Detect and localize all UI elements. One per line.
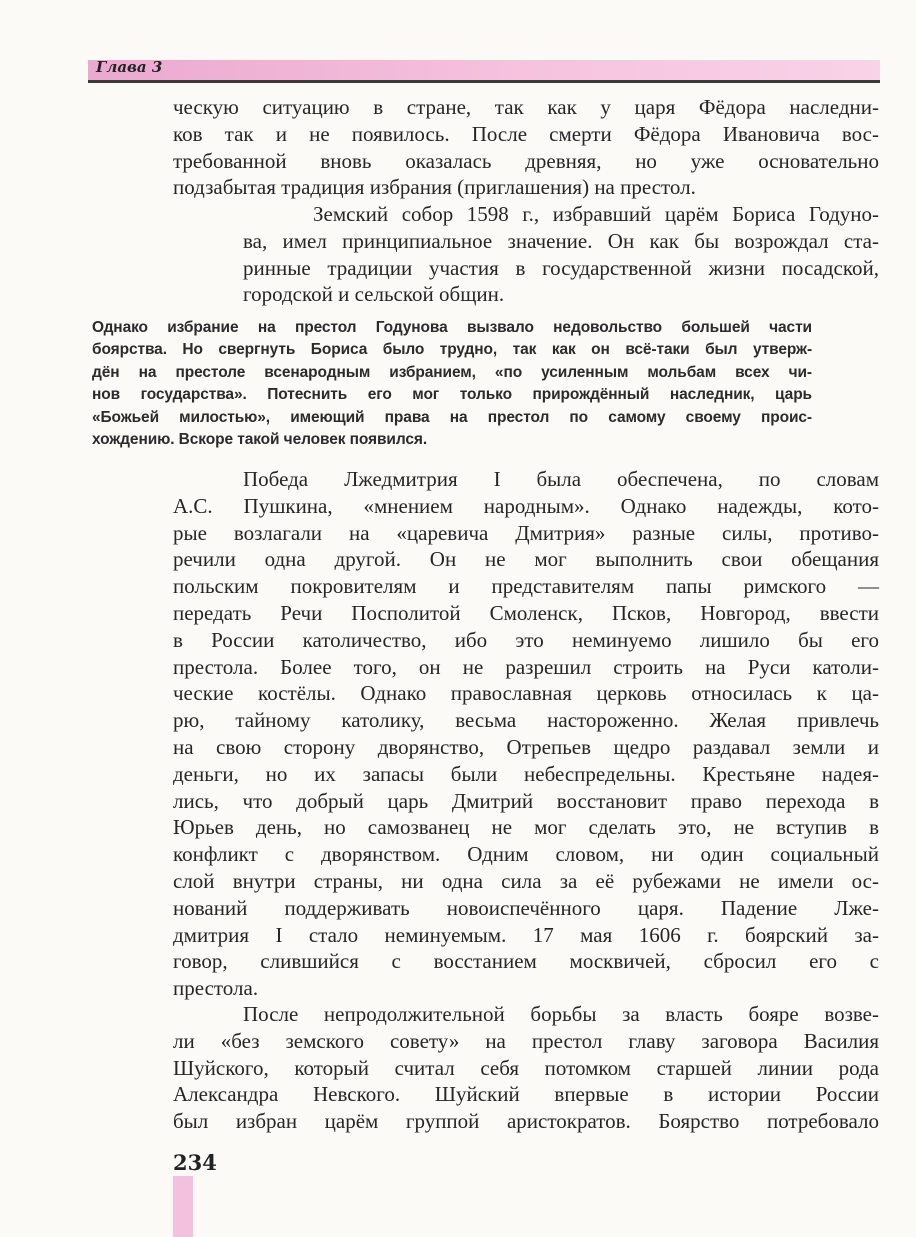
text-line: говор, слившийся с восстанием москвичей, сбросил его с — [173, 949, 879, 974]
sidebar-line: боярства. Но свергнуть Бориса было трудно, так как он всё-таки был утверж- — [92, 341, 812, 359]
text-line: Земский собор 1598 г., избравший царём Бориса Годуно- — [313, 202, 879, 226]
text-line: городской и сельской общин. — [243, 282, 505, 307]
margin-color-strip — [173, 1176, 193, 1237]
text-line: А.С. Пушкина, «мнением народным». Однако надежды, кото- — [173, 493, 879, 518]
text-line: ли «без земского совету» на престол главу заговора Василия — [173, 1028, 879, 1053]
text-line: ческие костёлы. Однако православная церковь относилась к ца- — [173, 681, 879, 706]
text-line: речили одна другой. Он не мог выполнить свои обещания — [173, 547, 879, 572]
sidebar-line: хождению. Вскоре такой человек появился. — [92, 431, 428, 449]
header-rule — [88, 80, 880, 83]
page-number: 234 — [173, 1150, 217, 1175]
paragraph-2 — [173, 201, 879, 308]
text-line: ва, имел принципиальное значение. Он как бы возрождал ста- — [243, 228, 879, 253]
text-line: ринные традиции участия в государственной жизни посадской, — [243, 255, 879, 280]
text-line: Победа Лжедмитрия I была обеспечена, по словам — [243, 467, 879, 491]
text-line: конфликт с дворянством. Одним словом, ни один социальный — [173, 842, 879, 867]
text-line: После непродолжительной борьбы за власть бояре возве- — [243, 1002, 879, 1026]
sidebar-line: нов государства». Потеснить его мог только прирождённый наследник, царь — [92, 386, 812, 404]
text-line: рые возлагали на «царевича Дмитрия» разные силы, противо- — [173, 520, 879, 545]
text-line: престола. Более того, он не разрешил строить на Руси католи- — [173, 654, 879, 679]
text-line: рю, тайному католику, весьма настороженно. Желая привлечь — [173, 708, 879, 733]
text-line: на свою сторону дворянство, Отрепьев щедро раздавал земли и — [173, 734, 879, 759]
text-line: Юрьев день, но самозванец не мог сделать это, не вступив в — [173, 815, 879, 840]
text-line: Шуйского, который считал себя потомком старшей линии рода — [173, 1055, 879, 1080]
text-line: в России католичество, ибо это неминуемо лишило бы его — [173, 627, 879, 652]
text-line: нований поддерживать новоиспечённого царя. Падение Лже- — [173, 895, 879, 920]
paragraph-3 — [173, 466, 879, 1002]
text-line: дмитрия I стало неминуемым. 17 мая 1606 г. боярский за- — [173, 922, 879, 947]
text-line: был избран царём группой аристократов. Боярство потребовало — [173, 1109, 879, 1134]
paragraph-4 — [173, 1001, 879, 1135]
sidebar-note — [92, 317, 812, 451]
text-line: лись, что добрый царь Дмитрий восстановит право перехода в — [173, 788, 879, 813]
sidebar-line: «Божьей милостью», имеющий права на престол по самому своему проис- — [92, 408, 812, 426]
text-line: подзабытая традиция избрания (приглашения) на престол. — [173, 175, 696, 200]
text-line: польским покровителям и представителям папы римского — — [173, 574, 879, 599]
chapter-label: Глава 3 — [96, 58, 163, 76]
text-line: слой внутри страны, ни одна сила за её рубежами не имели ос- — [173, 868, 879, 893]
sidebar-line: дён на престоле всенародным избранием, «по усиленным мольбам всех чи- — [92, 363, 812, 381]
text-line: Александра Невского. Шуйский впервые в истории России — [173, 1082, 879, 1107]
text-line: требованной вновь оказалась древняя, но уже основательно — [173, 148, 879, 173]
text-line: передать Речи Посполитой Смоленск, Псков, Новгород, ввести — [173, 600, 879, 625]
text-line: деньги, но их запасы были небеспредельны. Крестьяне надея- — [173, 761, 879, 786]
text-line: ческую ситуацию в стране, так как у царя Фёдора наследни- — [173, 95, 879, 119]
sidebar-line: Однако избрание на престол Годунова вызвало недовольство большей части — [92, 319, 812, 336]
paragraph-1 — [173, 94, 879, 201]
chapter-header-bar — [88, 60, 880, 80]
text-line: ков так и не появилось. После смерти Фёдора Ивановича вос- — [173, 121, 879, 146]
text-line: престола. — [173, 976, 259, 1001]
